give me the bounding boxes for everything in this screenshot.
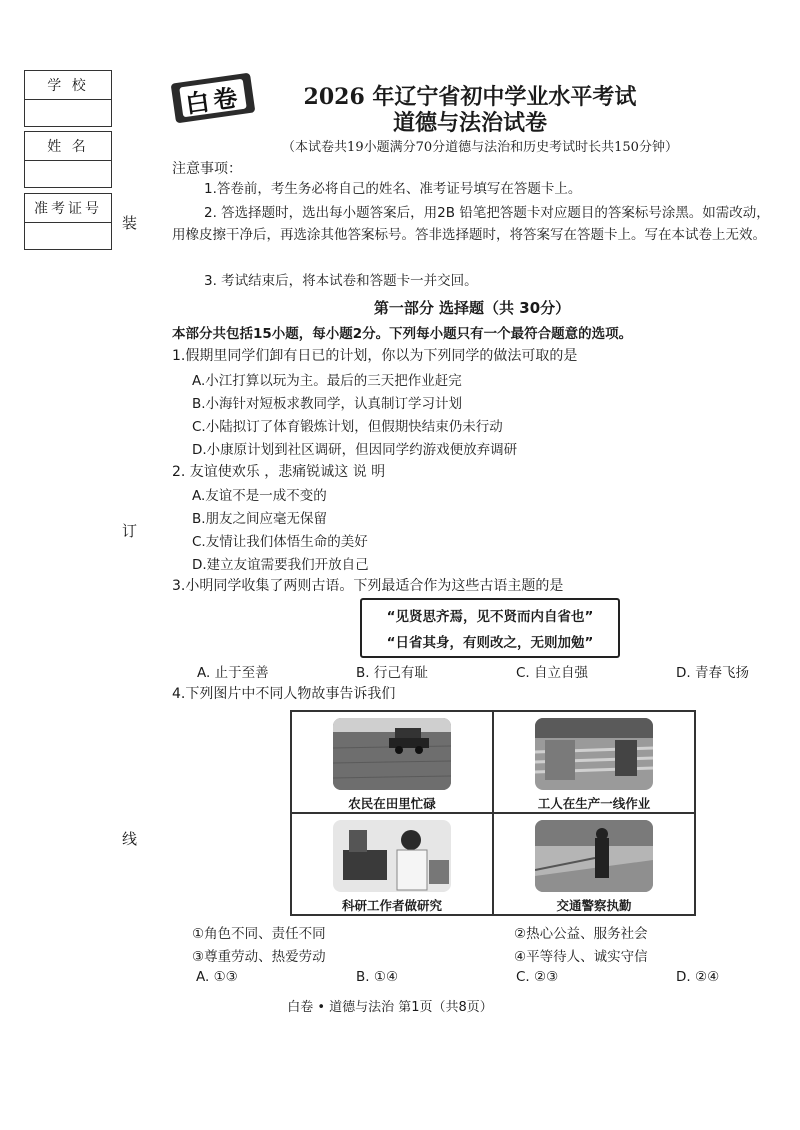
q4-point-4: ④平等待人、诚实守信	[514, 949, 648, 965]
name-label: 姓 名	[25, 132, 111, 161]
q4-option-d: D. ②④	[676, 969, 720, 985]
q4-point-2: ②热心公益、服务社会	[514, 926, 648, 942]
school-blank[interactable]	[25, 100, 111, 127]
notice-heading: 注意事项：	[172, 161, 242, 177]
q2-option-c: C.友情让我们体悟生命的美好	[192, 534, 368, 550]
photo-grid	[290, 710, 696, 916]
caption-researcher: 科研工作者做研究	[341, 898, 442, 913]
photo-cell-worker	[493, 711, 695, 813]
binding-mark-zhuang: 装	[122, 214, 138, 232]
photo-cell-researcher	[291, 813, 493, 915]
farmer-photo	[333, 718, 451, 790]
q3-option-d: D. 青春飞扬	[676, 665, 749, 681]
q1-option-c: C.小陆拟订了体育锻炼计划，但假期快结束仍未行动	[192, 419, 503, 435]
exam-id-blank[interactable]	[25, 223, 111, 250]
name-blank[interactable]	[25, 161, 111, 188]
researcher-photo	[333, 820, 451, 892]
part-description: 本部分共包括15小题，每小题2分。下列每小题只有一个最符合题意的选项。	[172, 326, 633, 342]
q3-option-c: C. 自立自强	[516, 665, 589, 681]
question-2-stem: 2. 友谊使欢乐 ，悲痛锐诚这 说 明	[172, 464, 386, 480]
exam-title: 2026 年辽宁省初中学业水平考试	[303, 84, 637, 110]
q1-option-b: B.小海针对短板求教同学，认真制订学习计划	[192, 396, 463, 412]
q1-option-d: D.小康原计划到社区调研，但因同学约游戏便放弃调研	[192, 442, 518, 458]
q4-point-1: ①角色不同、责任不同	[192, 926, 326, 942]
q1-option-a: A.小江打算以玩为主。最后的三天把作业赶完	[192, 373, 462, 389]
quote-line-2: “日省其身，有则改之，无则加勉”	[386, 635, 594, 651]
q4-point-3: ③尊重劳动、热爱劳动	[192, 949, 326, 965]
question-3-stem: 3.小明同学收集了两则古语。下列最适合作为这些古语主题的是	[172, 578, 564, 594]
part-title: 第一部分 选择题（共 30分）	[373, 299, 571, 317]
exam-subtitle: （本试卷共19小题满分70分道德与法治和历史考试时长共150分钟）	[282, 140, 678, 155]
exam-id-label: 准考证号	[25, 194, 111, 223]
school-field[interactable]	[24, 70, 112, 127]
caption-farmer: 农民在田里忙碌	[348, 796, 436, 811]
q2-option-d: D.建立友谊需要我们开放自己	[192, 557, 369, 573]
q4-option-a: A. ①③	[196, 969, 238, 985]
quote-box	[360, 598, 620, 658]
q4-option-b: B. ①④	[356, 969, 399, 985]
photo-cell-farmer	[291, 711, 493, 813]
q3-option-b: B. 行己有耻	[356, 665, 428, 681]
paper-badge	[171, 73, 256, 124]
subject-title: 道德与法治试卷	[392, 110, 547, 136]
notice-item-3: 3. 考试结束后，将本试卷和答题卡一并交回。	[204, 273, 478, 289]
police-photo	[535, 820, 653, 892]
caption-worker: 工人在生产一线作业	[537, 796, 651, 811]
name-field[interactable]	[24, 131, 112, 188]
exam-id-field[interactable]	[24, 193, 112, 250]
q4-option-c: C. ②③	[516, 969, 559, 985]
worker-photo	[535, 718, 653, 790]
q3-option-a: A. 止于至善	[197, 665, 269, 681]
notice-item-1: 1.答卷前，考生务必将自己的姓名、准考证号填写在答题卡上。	[204, 181, 582, 197]
q2-option-b: B.朋友之间应毫无保留	[192, 511, 328, 527]
photo-cell-police	[493, 813, 695, 915]
binding-mark-xian: 线	[122, 830, 138, 848]
caption-police: 交通警察执勤	[556, 898, 632, 913]
notice-item-2: 2. 答选择题时，选出每小题答案后，用2B 铅笔把答题卡对应题目的答案标号涂黑。如需改动，用橡皮擦干净后，再选涂其他答案标号。答非选择题时，将答案写在答题卡上。写在本试卷上无效。	[172, 205, 770, 243]
question-1-stem: 1.假期里同学们卸有日已的计划，你以为下列同学的做法可取的是	[172, 348, 578, 364]
quote-line-1: “见贤思齐焉，见不贤而内自省也”	[386, 609, 594, 625]
school-label: 学 校	[25, 71, 111, 100]
question-4-stem: 4.下列图片中不同人物故事告诉我们	[172, 686, 396, 702]
page-footer: 白卷 • 道德与法治 第1页（共8页）	[287, 1000, 493, 1015]
q2-option-a: A.友谊不是一成不变的	[192, 488, 327, 504]
binding-mark-ding: 订	[122, 522, 138, 540]
badge-text: 白卷	[179, 79, 247, 118]
